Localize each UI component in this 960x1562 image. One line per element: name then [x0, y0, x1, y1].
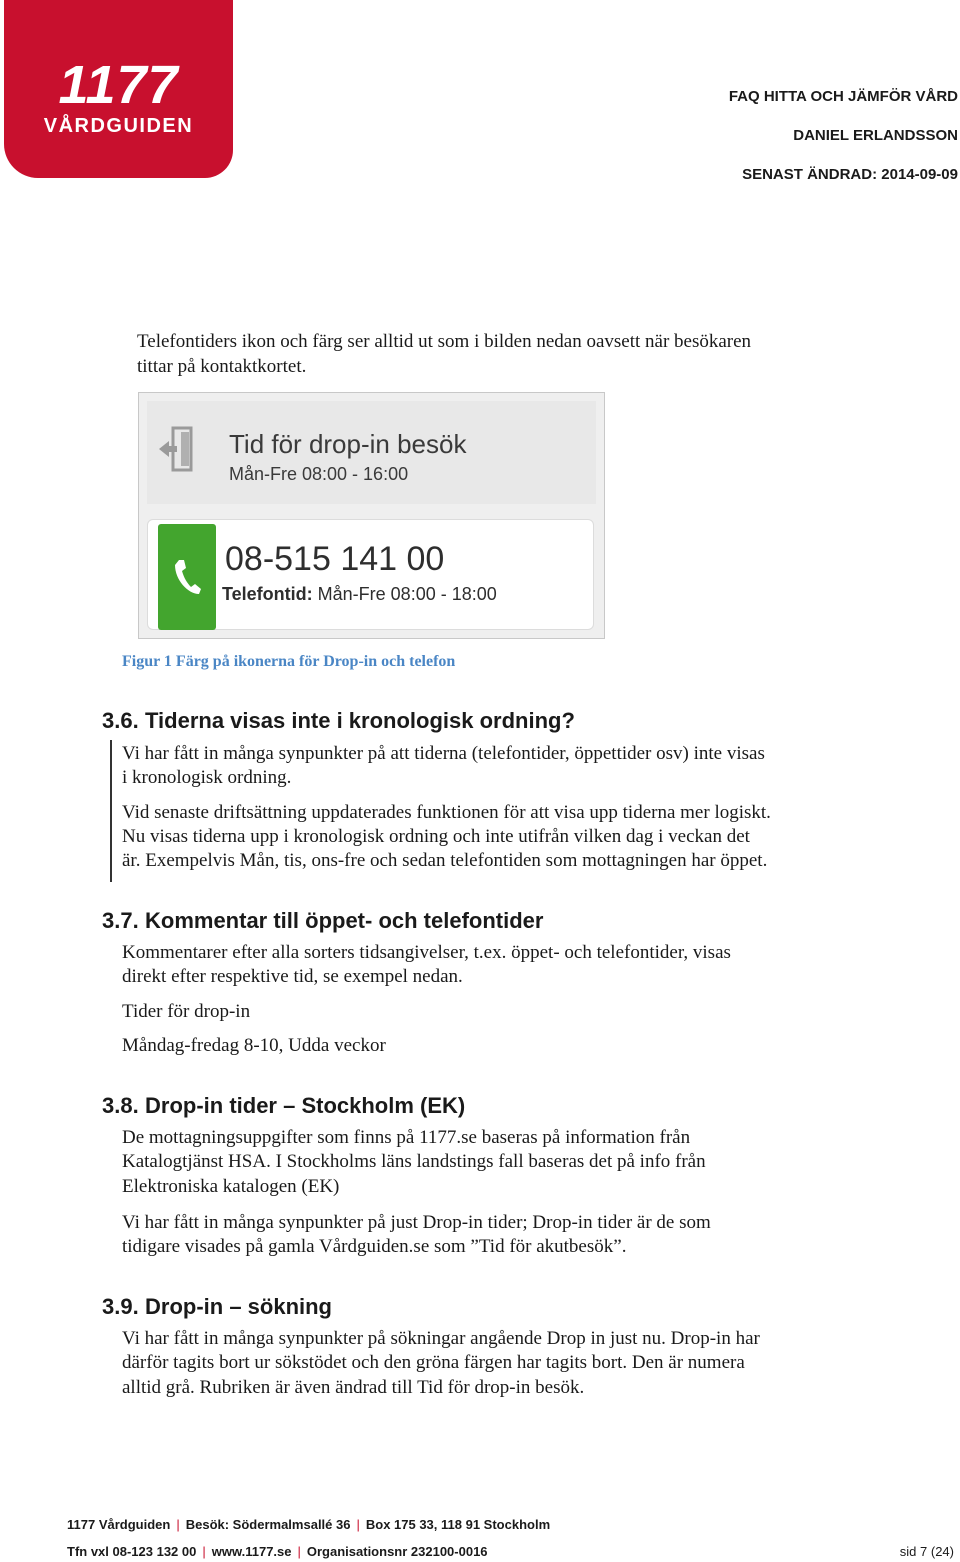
phone-icon [172, 558, 202, 596]
logo-name: VÅRDGUIDEN [43, 115, 194, 137]
footer-phone: Tfn vxl 08-123 132 00 [67, 1544, 197, 1559]
footer-box: Box 175 33, 118 91 Stockholm [365, 1517, 551, 1532]
phone-hours-row [222, 584, 497, 605]
s38-line-3: Elektroniska katalogen (EK) [122, 1176, 340, 1197]
section-title: Tiderna visas inte i kronologisk ordning? [145, 708, 575, 733]
drop-in-card [147, 401, 596, 504]
vardguiden-logo [4, 0, 233, 178]
phone-hours-value: Mån-Fre 08:00 - 18:00 [312, 584, 497, 604]
section-3-6-heading [102, 710, 575, 732]
section-number: 3.9. [102, 1294, 139, 1319]
contact-card-figure [138, 392, 605, 639]
drop-in-door-icon [159, 426, 195, 472]
section-3-7-heading [102, 910, 543, 932]
s37-line-4: Måndag-fredag 8-10, Udda veckor [122, 1035, 386, 1056]
section-3-9-heading [102, 1296, 332, 1318]
footer-contact-row [67, 1545, 488, 1558]
section-number: 3.7. [102, 908, 139, 933]
s36-line-4: Nu visas tiderna upp i kronologisk ordning och inte utifrån vilken dag i veckan det [122, 826, 750, 847]
s38-line-2: Katalogtjänst HSA. I Stockholms läns landstings fall baseras det på info från [122, 1151, 706, 1172]
section-title: Kommentar till öppet- och telefontider [145, 908, 544, 933]
section-title: Drop-in – sökning [145, 1294, 332, 1319]
logo-number: 1177 [58, 55, 179, 115]
section-number: 3.6. [102, 708, 139, 733]
s37-line-3: Tider för drop-in [122, 1001, 251, 1022]
s36-line-1: Vi har fått in många synpunkter på att tiderna (telefontider, öppettider osv) inte visas [122, 743, 765, 764]
s39-line-3: alltid grå. Rubriken är även ändrad till Tid för drop-in besök. [122, 1377, 585, 1398]
s39-line-2: därför tagits bort ur sökstödet och den gröna färgen har tagits bort. Den är numera [122, 1352, 745, 1373]
last-changed: SENAST ÄNDRAD: 2014-09-09 [742, 166, 958, 183]
section-title: Drop-in tider – Stockholm (EK) [145, 1093, 466, 1118]
s37-line-2: direkt efter respektive tid, se exempel nedan. [122, 966, 463, 987]
phone-icon-bg [158, 524, 216, 630]
s39-line-1: Vi har fått in många synpunkter på sökningar angående Drop in just nu. Drop-in har [122, 1328, 760, 1349]
figure-caption: Figur 1 Färg på ikonerna för Drop-in och telefon [122, 653, 456, 670]
section-3-8-heading [102, 1095, 465, 1117]
footer-separator: | [202, 1544, 206, 1559]
footer-visit: Besök: Södermalmsallé 36 [185, 1517, 351, 1532]
footer-org: 1177 Vårdguiden [67, 1517, 171, 1532]
drop-in-title: Tid för drop-in besök [229, 429, 467, 459]
s38-line-5: tidigare visades på gamla Vårdguiden.se som ”Tid för akutbesök”. [122, 1236, 627, 1257]
s37-line-1: Kommentarer efter alla sorters tidsangivelser, t.ex. öppet- och telefontider, visas [122, 942, 731, 963]
footer-web[interactable]: www.1177.se [211, 1544, 292, 1559]
footer-address-row [67, 1518, 550, 1531]
document-author: DANIEL ERLANDSSON [793, 127, 958, 144]
section-number: 3.8. [102, 1093, 139, 1118]
phone-card [147, 519, 594, 630]
change-bar [110, 740, 112, 882]
footer-separator: | [297, 1544, 301, 1559]
s36-line-2: i kronologisk ordning. [122, 767, 292, 788]
document-title: FAQ HITTA OCH JÄMFÖR VÅRD [728, 88, 958, 105]
s36-line-3: Vid senaste driftsättning uppdaterades funktionen för att visa upp tiderna mer logiskt. [122, 802, 771, 823]
s36-line-5: är. Exempelvis Mån, tis, ons-fre och sedan telefontiden som mottagningen har öppet. [122, 850, 768, 871]
s38-line-4: Vi har fått in många synpunkter på just Drop-in tider; Drop-in tider är de som [122, 1212, 711, 1233]
phone-number: 08-515 141 00 [225, 540, 445, 578]
footer-separator: | [356, 1517, 360, 1532]
footer-separator: | [176, 1517, 180, 1532]
drop-in-hours: Mån-Fre 08:00 - 16:00 [229, 464, 409, 484]
page-number: sid 7 (24) [899, 1544, 954, 1559]
intro-line-1: Telefontiders ikon och färg ser alltid ut som i bilden nedan oavsett när besökaren [137, 331, 752, 352]
s38-line-1: De mottagningsuppgifter som finns på 1177.se baseras på information från [122, 1127, 691, 1148]
phone-hours-label: Telefontid: [222, 584, 313, 604]
intro-line-2: tittar på kontaktkortet. [137, 356, 307, 377]
footer-orgnr: Organisationsnr 232100-0016 [306, 1544, 488, 1559]
